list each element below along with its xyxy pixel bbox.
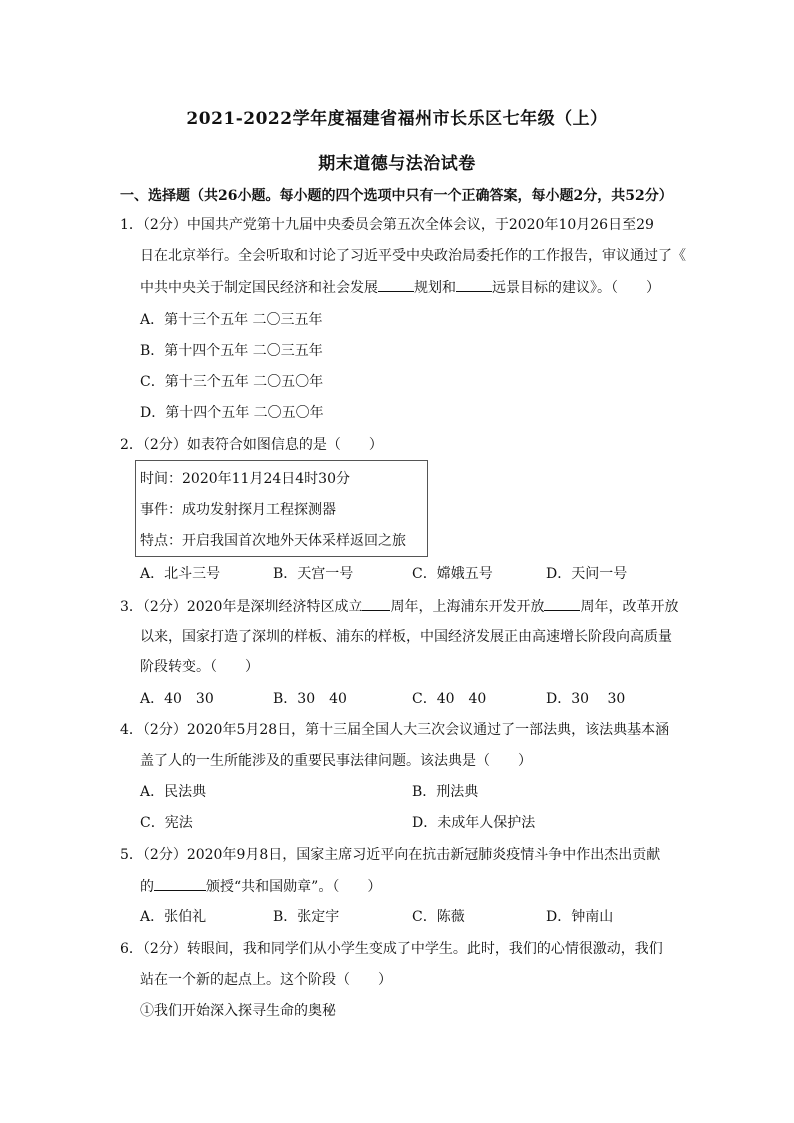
q2-stem: 2．（2分）如表符合如图信息的是（ ） [120,437,383,453]
q3-line1-part2: 周年，上海浦东开发开放 [390,599,545,615]
q3-line1 [120,596,678,617]
q3-line3: 阶段转变。（ ） [140,659,259,675]
q4-option-b: B．刑法典 [412,784,479,800]
info-box [135,460,428,557]
answer-blank [362,596,390,611]
q5-option-d: D．钟南山 [546,909,614,925]
q1-line2: 日在北京举行。全会听取和讨论了习近平受中央政治局委托作的工作报告，审议通过了《 [140,248,686,264]
answer-blank [456,277,492,292]
q1-option-a: A．第十三个五年 二〇三五年 [140,312,323,328]
answer-blank [378,277,414,292]
q1-option-c: C．第十三个五年 二〇五〇年 [140,374,324,390]
exam-subtitle: 期末道德与法治试卷 [318,154,476,174]
q1-option-d: D．第十四个五年 二〇五〇年 [140,405,324,421]
q5-line1: 5．（2分）2020年9月8日，国家主席习近平向在抗击新冠肺炎疫情斗争中作出杰出贡献 [120,847,661,863]
q3-option-c: C．40 40 [412,691,487,707]
q5-option-a: A．张伯礼 [140,909,207,925]
q1-line3-part3: 远景目标的建议》。（ ） [492,280,660,296]
q5-option-b: B．张定宇 [273,909,340,925]
q1-line3-part1: 中共中央关于制定国民经济和社会发展 [140,280,378,296]
q5-line2 [140,876,381,897]
q6-item1: ①我们开始深入探寻生命的奥秘 [140,1003,336,1019]
q3-line1-part1: 3．（2分）2020年是深圳经济特区成立 [120,599,363,615]
q5-line2-part1: 的 [140,879,154,895]
q3-option-b: B．30 40 [273,691,347,707]
q3-option-d: D．30 30 [546,691,626,707]
q5-line2-part2: 颁授“共和国勋章”。（ ） [206,879,382,895]
q6-line1: 6．（2分）转眼间，我和同学们从小学生变成了中学生。此时，我们的心情很激动，我们 [120,941,663,957]
q1-line3-part2: 规划和 [414,280,456,296]
q2-option-d: D．天问一号 [546,566,628,582]
q4-line1: 4．（2分）2020年5月28日，第十三届全国人大三次会议通过了一部法典，该法典基本涵 [120,722,670,738]
q1-line3 [140,277,660,298]
info-feature: 特点：开启我国首次地外天体采样返回之旅 [140,533,406,549]
q2-option-b: B．天宫一号 [273,566,354,582]
q3-option-a: A．40 30 [140,691,214,707]
q5-option-c: C．陈薇 [412,909,465,925]
q4-option-a: A．民法典 [140,784,207,800]
info-event: 事件：成功发射探月工程探测器 [140,502,336,518]
q4-line2: 盖了人的一生所能涉及的重要民事法律问题。该法典是（ ） [140,753,532,769]
exam-title: 2021-2022学年度福建省福州市长乐区七年级（上） [186,109,608,129]
q1-line1: 1．（2分）中国共产党第十九届中央委员会第五次全体会议，于2020年10月26日至29 [120,217,654,233]
info-time: 时间：2020年11月24日4时30分 [140,471,350,487]
q2-option-a: A．北斗三号 [140,566,221,582]
q4-option-c: C．宪法 [140,815,193,831]
q1-option-b: B．第十四个五年 二〇三五年 [140,343,323,359]
q3-line1-part3: 周年，改革开放 [580,599,679,615]
q6-line2: 站在一个新的起点上。这个阶段（ ） [140,972,392,988]
q4-option-d: D．未成年人保护法 [412,815,536,831]
answer-blank [154,876,206,891]
q2-option-c: C．嫦娥五号 [412,566,493,582]
q3-line2: 以来，国家打造了深圳的样板、浦东的样板，中国经济发展正由高速增长阶段向高质量 [140,629,672,645]
section-heading: 一、选择题（共26小题。每小题的四个选项中只有一个正确答案，每小题2分，共52分） [120,188,673,204]
answer-blank [544,596,580,611]
